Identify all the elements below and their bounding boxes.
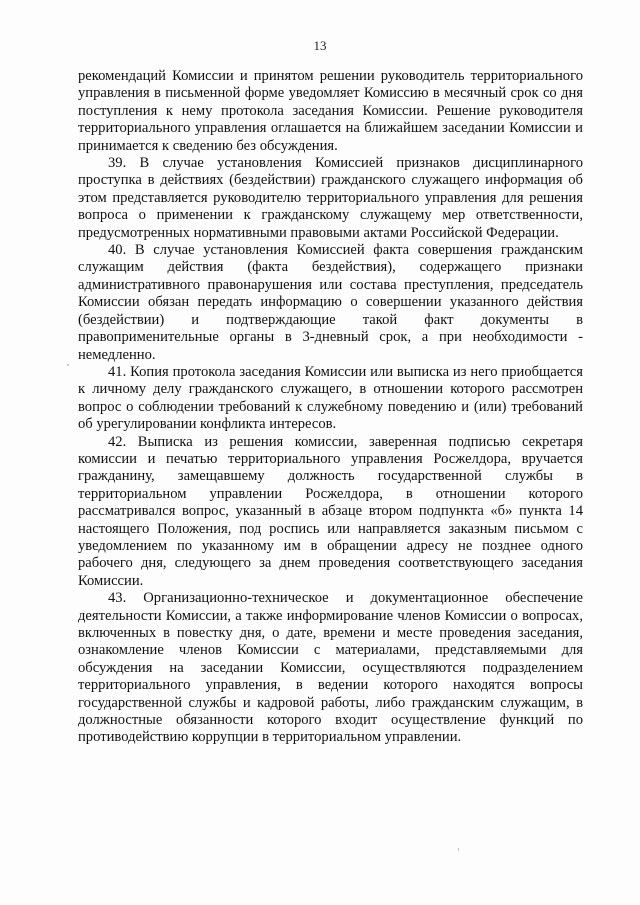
paragraph-continuation: рекомендаций Комиссии и принятом решении руководитель территориального управления в письменной форме уведомляет Комиссию в месячный срок со дня поступления к нему протокола заседания Комиссии. Решение руководителя территориального управления оглашается на ближайшем заседании Комиссии и принимается к сведению без обсуждения. <box>78 68 583 154</box>
paragraph-42: 42. Выписка из решения комиссии, заверенная подписью секретаря комиссии и печатью территориального управления Росжелдора, вручается гражданину, замещавшему должность государственной службы в территориальном управлении Росжелдора, в отношении которого рассматривался вопрос, указанный в абзаце втором подпункта «б» пункта 14 настоящего Положения, под роспись или направляется заказным письмом с уведомлением по указанному им в обращении адресу не позднее одного рабочего дня, следующего за днем проведения соответствующего заседания Комиссии. <box>78 433 583 589</box>
page-number: 13 <box>313 38 327 53</box>
document-body <box>78 68 583 747</box>
paragraph-39: 39. В случае установления Комиссией признаков дисциплинарного проступка в действиях (бездействии) гражданского служащего информация об этом представляется руководителю территориального управления для решения вопроса о применении к гражданскому служащему мер ответственности, предусмотренных нормативными правовыми актами Российской Федерации. <box>78 155 583 241</box>
paragraph-40: 40. В случае установления Комиссией факта совершения гражданским служащим действия (факта бездействия), содержащего признаки административного правонарушения или состава преступления, председатель Комиссии обязан передать информацию о совершении указанного действия (бездействии) и подтверждающие такой факт документы в правоприменительные органы в 3-дневный срок, а при необходимости - немедленно. <box>78 242 583 363</box>
paragraph-41: 41. Копия протокола заседания Комиссии или выписка из него приобщается к личному делу гражданского служащего, в отношении которого рассмотрен вопрос о соблюдении требований к служебному поведению и (или) требований об урегулировании конфликта интересов. <box>78 363 583 433</box>
scan-speck <box>458 848 459 851</box>
scan-speck <box>67 364 69 366</box>
paragraph-43: 43. Организационно-техническое и документационное обеспечение деятельности Комиссии, а также информирование членов Комиссии о вопросах, включенных в повестку дня, о дате, времени и месте проведения заседания, ознакомление членов Комиссии с материалами, представляемыми для обсуждения на заседании Комиссии, осуществляются подразделением территориального управления, в ведении которого находятся вопросы государственной службы и кадровой работы, либо гражданским служащим, в должностные обязанности которого входит осуществление функций по противодействию коррупции в территориальном управлении. <box>78 590 583 746</box>
